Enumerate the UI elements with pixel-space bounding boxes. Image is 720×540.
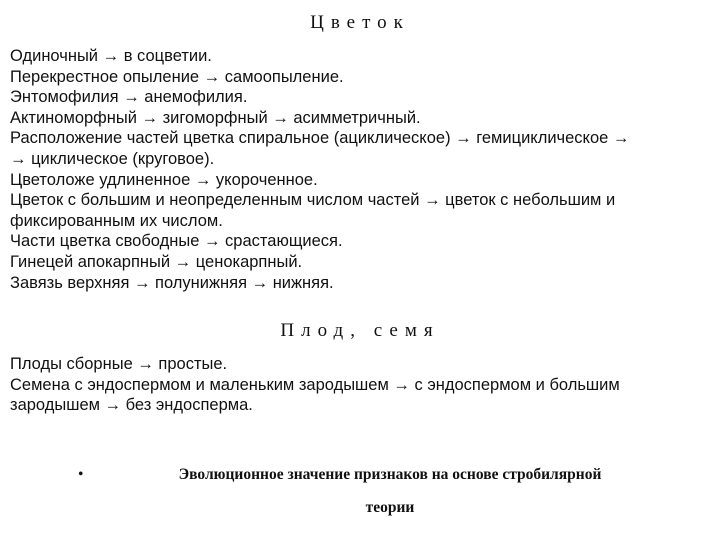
bullet-text-line-2: теории xyxy=(365,499,415,516)
bullet-symbol: • xyxy=(78,466,84,483)
flower-list xyxy=(10,46,715,293)
bullet-point xyxy=(78,458,678,524)
list-item: фиксированным их числом. xyxy=(10,211,223,230)
list-item: Завязь верхняя → полунижняя → нижняя. xyxy=(10,273,334,292)
list-item: Цветок с большим и неопределенным числом частей → цветок с небольшим и xyxy=(10,191,616,210)
bullet-text-line-1: Эволюционное значение признаков на основе стробилярной xyxy=(178,466,602,483)
list-item: Перекрестное опыление → самоопыление. xyxy=(10,67,344,86)
list-item: зародышем → без эндосперма. xyxy=(10,396,253,415)
list-item: Гинецей апокарпный → ценокарпный. xyxy=(10,252,303,271)
list-item: Части цветка свободные → срастающиеся. xyxy=(10,232,343,251)
list-item: Одиночный → в соцветии. xyxy=(10,47,212,65)
flower-heading: Цветок xyxy=(310,12,410,33)
fruit-seed-list xyxy=(10,354,715,416)
list-item: Цветоложе удлиненное → укороченное. xyxy=(10,170,318,189)
list-item: Энтомофилия → анемофилия. xyxy=(10,88,248,107)
list-item: Плоды сборные → простые. xyxy=(10,355,228,373)
fruit-seed-heading: Плод, семя xyxy=(280,320,440,341)
list-item: Расположение частей цветка спиральное (ациклическое) → гемициклическое → xyxy=(10,129,630,148)
list-item: Семена с эндоспермом и маленьким зародышем → с эндоспермом и большим xyxy=(10,375,620,394)
list-item: → циклическое (круговое). xyxy=(10,149,215,168)
list-item: Актиноморфный → зигоморфный → асимметричный. xyxy=(10,108,421,127)
